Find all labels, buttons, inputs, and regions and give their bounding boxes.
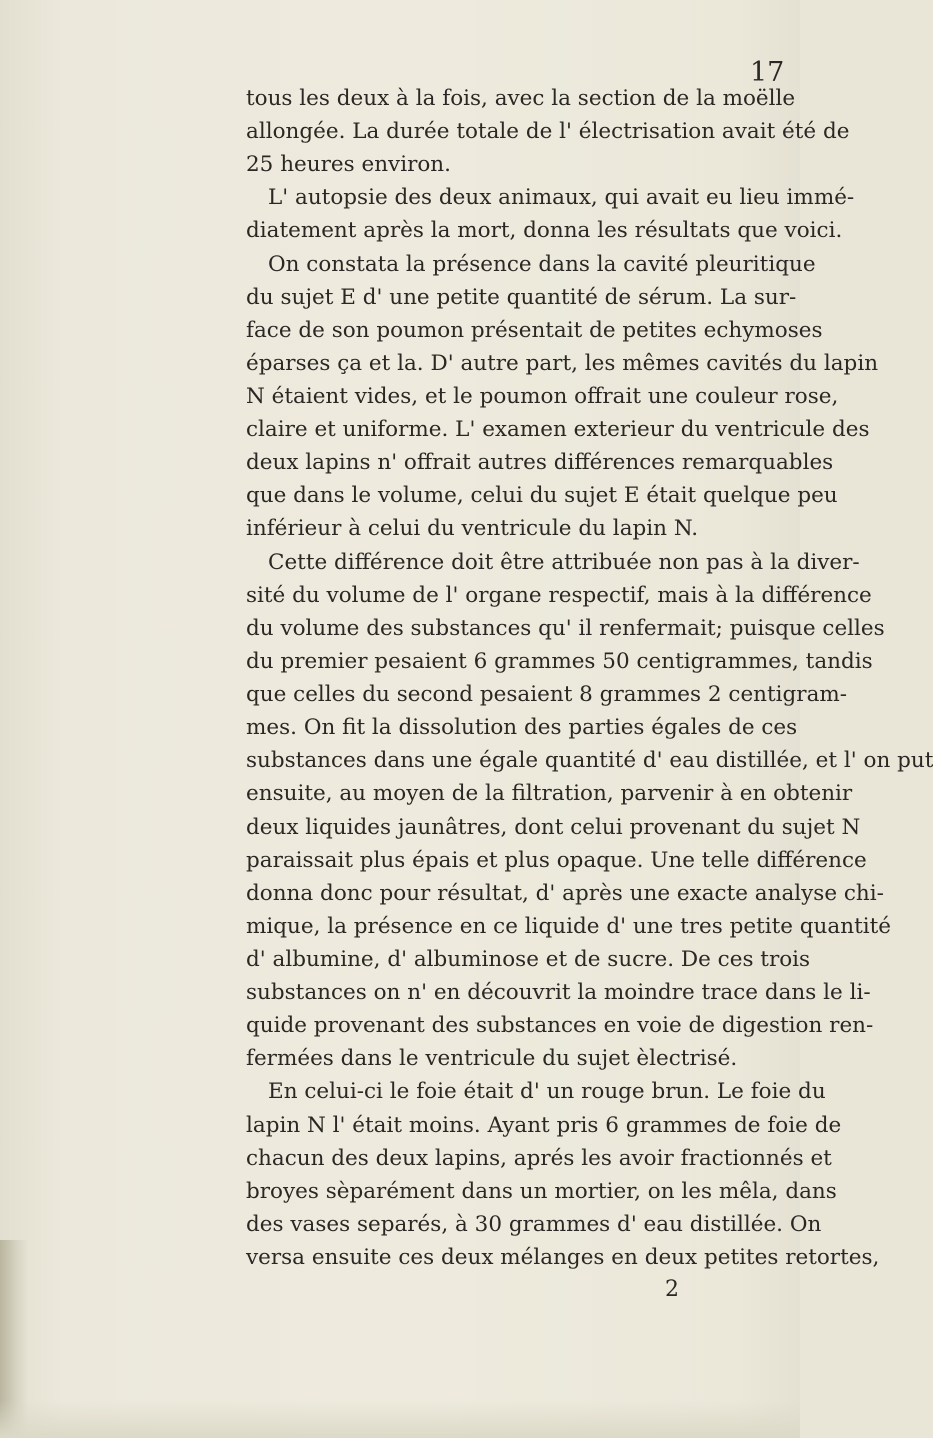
text-line: inférieur à celui du ventricule du lapin N. <box>246 516 699 542</box>
text-line: substances dans une égale quantité d' eau distillée, et l' on put <box>246 748 933 774</box>
text-line: ensuite, au moyen de la filtration, parvenir à en obtenir <box>246 781 853 807</box>
text-line: face de son poumon présentait de petites echymoses <box>246 317 823 343</box>
text-line: substances on n' en découvrit la moindre trace dans le li- <box>246 980 871 1006</box>
text-line: En celui-ci le foie était d' un rouge brun. Le foie du <box>268 1079 826 1105</box>
text-line: paraissait plus épais et plus opaque. Une telle différence <box>246 847 867 873</box>
text-line: que celles du second pesaient 8 grammes 2 centigram- <box>246 682 848 708</box>
text-line: On constata la présence dans la cavité pleuritique <box>268 251 816 277</box>
text-line: mique, la présence en ce liquide d' une tres petite quantité <box>246 913 891 939</box>
text-line: tous les deux à la fois, avec la section de la moëlle <box>246 86 796 111</box>
text-line: L' autopsie des deux animaux, qui avait eu lieu immé- <box>268 185 855 211</box>
text-line: sité du volume de l' organe respectif, mais à la différence <box>246 582 872 608</box>
text-line: deux liquides jaunâtres, dont celui provenant du sujet N <box>246 814 861 840</box>
text-line: quide provenant des substances en voie de digestion ren- <box>246 1013 874 1039</box>
page-bottom-shadow <box>0 1400 800 1438</box>
text-line: deux lapins n' offrait autres différences remarquables <box>246 450 834 476</box>
text-line: 25 heures environ. <box>246 152 451 178</box>
text-line: des vases separés, à 30 grammes d' eau distillée. On <box>246 1211 822 1237</box>
text-line: fermées dans le ventricule du sujet èlectrisé. <box>246 1046 738 1072</box>
text-line: broyes sèparément dans un mortier, on les mêla, dans <box>246 1178 837 1204</box>
text-line: lapin N l' était moins. Ayant pris 6 grammes de foie de <box>246 1112 842 1138</box>
text-line: éparses ça et la. D' autre part, les mêmes cavités du lapin <box>246 350 879 376</box>
text-line: que dans le volume, celui du sujet E était quelque peu <box>246 483 838 509</box>
text-line: versa ensuite ces deux mélanges en deux petites retortes, <box>246 1245 880 1270</box>
text-line: Cette différence doit être attribuée non pas à la diver- <box>268 549 860 575</box>
text-line: chacun des deux lapins, aprés les avoir fractionnés et <box>246 1145 832 1171</box>
page-number: 17 <box>750 57 785 88</box>
text-line: du volume des substances qu' il renfermait; puisque celles <box>246 615 885 641</box>
text-line: donna donc pour résultat, d' après une exacte analyse chi- <box>246 880 884 906</box>
text-line: N étaient vides, et le poumon offrait une couleur rose, <box>246 384 839 410</box>
text-line: claire et uniforme. L' examen exterieur du ventricule des <box>246 417 870 443</box>
text-line: du sujet E d' une petite quantité de sérum. La sur- <box>246 284 797 310</box>
text-line: d' albumine, d' albuminose et de sucre. De ces trois <box>246 946 811 972</box>
text-line: du premier pesaient 6 grammes 50 centigrammes, tandis <box>246 648 873 674</box>
signature-mark: 2 <box>665 1277 679 1302</box>
text-line: mes. On fit la dissolution des parties égales de ces <box>246 715 798 741</box>
text-line: allongée. La durée totale de l' électrisation avait été de <box>246 119 850 145</box>
text-line: diatement après la mort, donna les résultats que voici. <box>246 218 843 244</box>
